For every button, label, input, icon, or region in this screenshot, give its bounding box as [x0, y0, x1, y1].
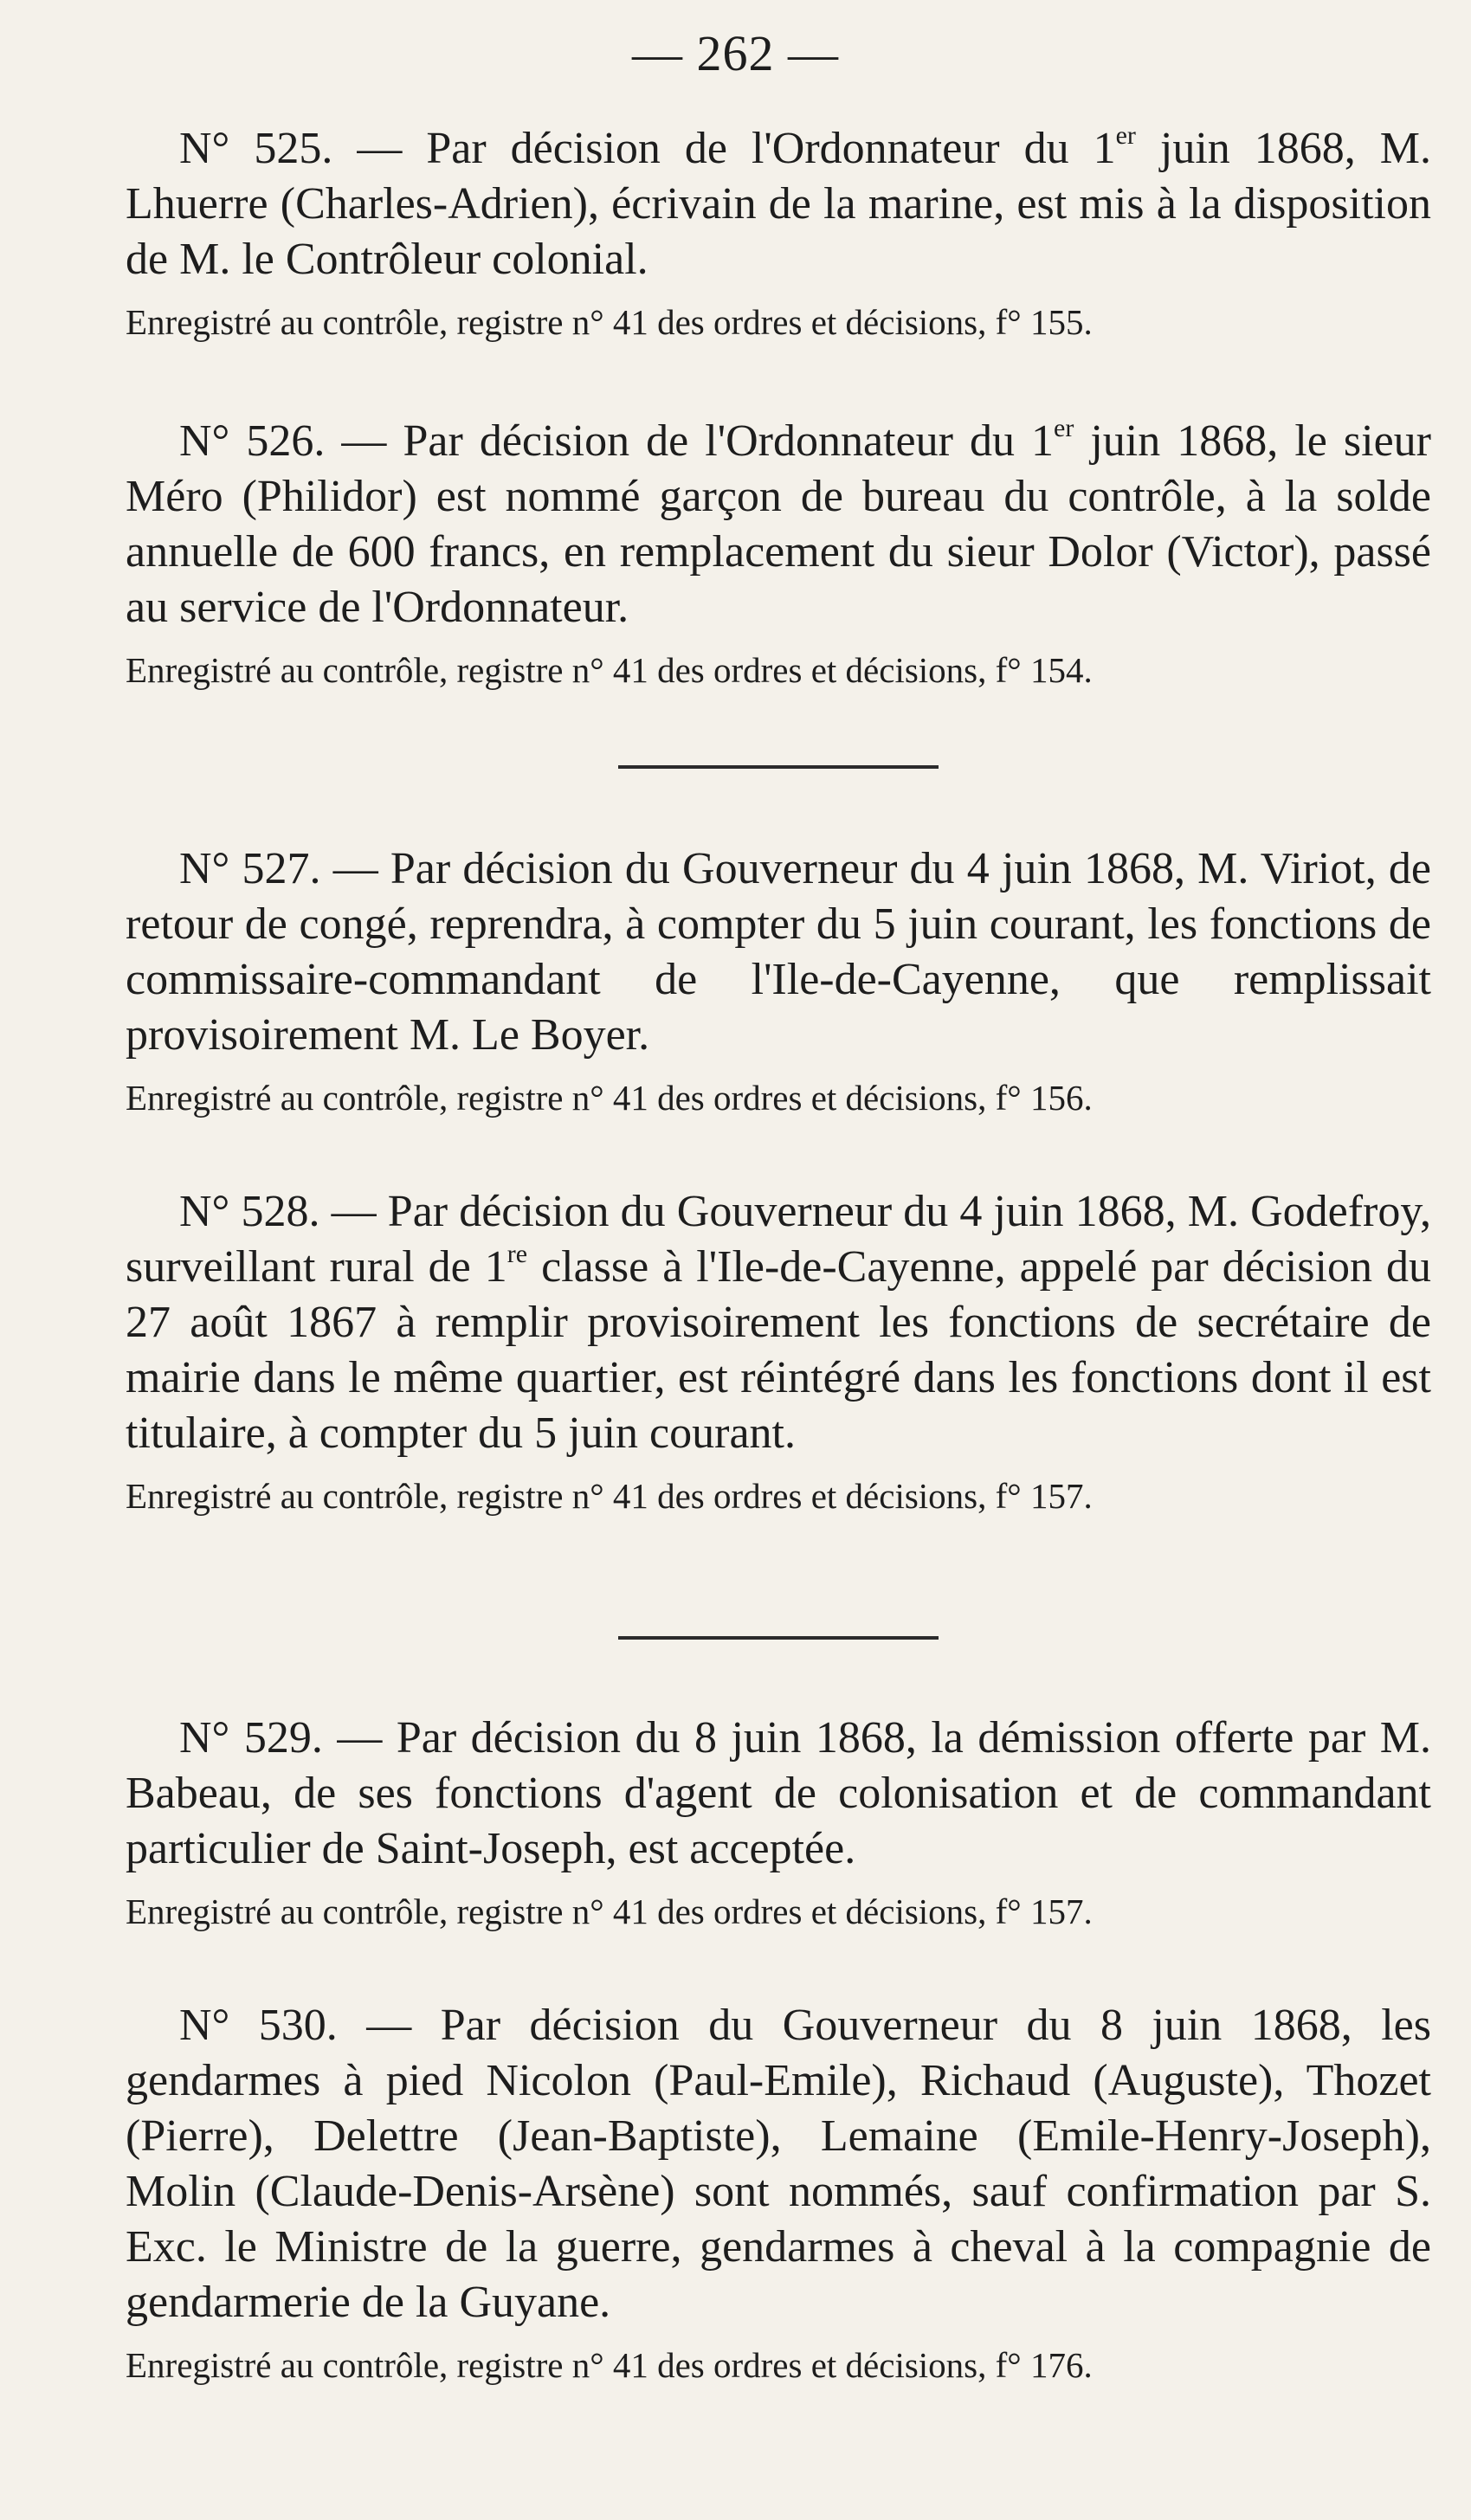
entry-body [126, 1184, 1431, 1461]
decision-entry-530 [126, 1998, 1431, 2388]
decision-entry-528 [126, 1184, 1431, 1518]
entry-body [126, 121, 1431, 287]
entry-number: N° 529. [179, 1713, 323, 1763]
decision-entry-527 [126, 841, 1431, 1120]
entry-body [126, 414, 1431, 635]
registry-note: Enregistré au contrôle, registre n° 41 des ordres et décisions, f° 156. [126, 1078, 1093, 1118]
entry-number: N° 525. [179, 124, 333, 173]
entry-text: — Par décision de l'Ordonnateur du 1er juin 1868, M. Lhuerre (Charles-Adrien), écrivain de la marine, est mis à la disposition de M. le Contrôleur colonial. [126, 121, 1431, 284]
decision-entry-529 [126, 1711, 1431, 1934]
entry-number: N° 530. [179, 2001, 338, 2050]
ordinal-suffix: er [1054, 414, 1074, 442]
section-divider [618, 1636, 939, 1640]
entry-number: N° 528. [179, 1187, 320, 1236]
entry-number: N° 526. [179, 416, 326, 466]
registry-note: Enregistré au contrôle, registre n° 41 des ordres et décisions, f° 157. [126, 1892, 1093, 1931]
entry-body [126, 1998, 1431, 2330]
entry-body [126, 841, 1431, 1063]
entry-number: N° 527. [179, 844, 321, 893]
registry-note: Enregistré au contrôle, registre n° 41 des ordres et décisions, f° 176. [126, 2345, 1093, 2385]
entry-text: — Par décision de l'Ordonnateur du 1er juin 1868, le sieur Méro (Philidor) est nommé garçon de bureau du contrôle, à la solde annuelle de 600 francs, en remplacement du sieur Dolor (Victor), passé au service de l'Ordonnateur. [126, 414, 1431, 632]
entry-text: — Par décision du Gouverneur du 4 juin 1868, M. Viriot, de retour de congé, reprendra, à compter du 5 juin courant, les fonctions de commissaire-commandant de l'Ile-de-Cayenne, que remplissait provisoirement M. Le Boyer. [126, 844, 1431, 1060]
ordinal-suffix: er [1115, 121, 1136, 150]
ordinal-suffix: re [506, 1240, 528, 1268]
entry-body [126, 1711, 1431, 1877]
entry-text: — Par décision du 8 juin 1868, la démission offerte par M. Babeau, de ses fonctions d'agent de colonisation et de commandant particulier de Saint-Joseph, est acceptée. [126, 1713, 1431, 1873]
decision-entry-526 [126, 414, 1431, 693]
decision-entry-525 [126, 121, 1431, 345]
registry-note: Enregistré au contrôle, registre n° 41 des ordres et décisions, f° 157. [126, 1476, 1093, 1516]
page-number: — 262 — [632, 25, 839, 81]
entry-text: — Par décision du Gouverneur du 4 juin 1868, M. Godefroy, surveillant rural de 1re classe à l'Ile-de-Cayenne, appelé par décision du 27 août 1867 à remplir provisoirement les fonctions de secrétaire de mairie dans le même quartier, est réintégré dans les fonctions dont il est titulaire, à compter du 5 juin courant. [126, 1187, 1431, 1458]
registry-note: Enregistré au contrôle, registre n° 41 des ordres et décisions, f° 154. [126, 650, 1093, 690]
section-divider [618, 765, 939, 769]
registry-note: Enregistré au contrôle, registre n° 41 des ordres et décisions, f° 155. [126, 302, 1093, 342]
entry-text: — Par décision du Gouverneur du 8 juin 1868, les gendarmes à pied Nicolon (Paul-Emile), Richaud (Auguste), Thozet (Pierre), Delettre (Jean-Baptiste), Lemaine (Emile-Henry-Joseph), Molin (Claude-Denis-Arsène) sont nommés, sauf confirmation par S. Exc. le Ministre de la guerre, gendarmes à cheval à la compagnie de gendarmerie de la Guyane. [126, 2001, 1431, 2327]
